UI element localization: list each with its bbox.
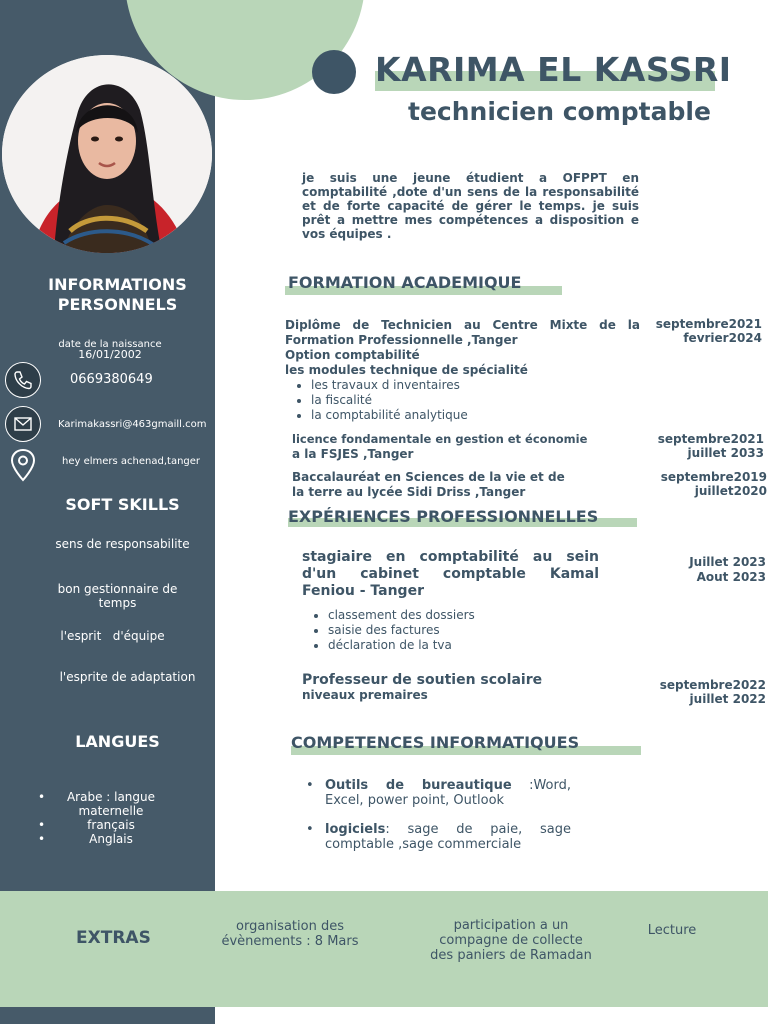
email-address: Karimakassri@463gmaill.com bbox=[58, 419, 207, 430]
computer-skill-detail: : sage de paie, sage comptable ,sage commerciale bbox=[325, 822, 571, 852]
formation-section-title: FORMATION ACADEMIQUE bbox=[288, 273, 522, 292]
extra-item: organisation des évènements : 8 Mars bbox=[221, 919, 359, 949]
computer-skill-item bbox=[306, 778, 571, 808]
soft-skill-item: sens de responsabilite bbox=[55, 537, 190, 551]
formation-line: les modules technique de spécialité bbox=[285, 363, 528, 377]
experience-role: Professeur de soutien scolaire bbox=[302, 672, 543, 688]
soft-skill-item: l'esprite de adaptation bbox=[59, 670, 196, 684]
module-item: • la comptabilité analytique bbox=[311, 408, 640, 423]
formation-date-start: septembre2019 bbox=[660, 470, 767, 484]
formation-line: la terre au lycée Sidi Driss ,Tanger bbox=[292, 485, 526, 499]
formation-date-end: juillet2020 bbox=[694, 484, 767, 498]
bullet-dot: • bbox=[306, 778, 314, 793]
experience-date-start: septembre2022 bbox=[659, 678, 766, 692]
formation-line: licence fondamentale en gestion et économie bbox=[292, 432, 588, 446]
extras-band bbox=[0, 891, 768, 1007]
soft-skill-item: l'esprit d'équipe bbox=[60, 629, 165, 643]
formation-entry bbox=[285, 318, 640, 423]
experience-date-end: Aout 2023 bbox=[696, 570, 766, 584]
formation-line: Option comptabilité bbox=[285, 348, 420, 362]
email-icon-glyph bbox=[6, 407, 40, 441]
bullet-dot: • bbox=[306, 822, 314, 837]
formation-line: Baccalauréat en Sciences de la vie et de bbox=[292, 470, 565, 484]
module-item: • la fiscalité bbox=[311, 393, 640, 408]
experience-line: stagiaire en comptabilité au sein bbox=[302, 549, 599, 565]
info-section-title: INFORMATIONS PERSONNELS bbox=[48, 275, 187, 314]
experience-subtitle: niveaux premaires bbox=[302, 688, 428, 702]
module-list bbox=[285, 378, 640, 423]
formation-entry bbox=[292, 470, 612, 500]
experience-section-title: EXPÉRIENCES PROFESSIONNELLES bbox=[288, 507, 599, 526]
computer-skill-label: logiciels bbox=[325, 822, 386, 837]
email-icon bbox=[5, 406, 41, 442]
profile-photo bbox=[2, 55, 212, 253]
language-name: Anglais bbox=[89, 832, 133, 846]
languages-title: LANGUES bbox=[75, 732, 160, 751]
language-name: Arabe : langue maternelle bbox=[66, 790, 156, 818]
computer-skills-list bbox=[306, 778, 571, 852]
computer-skill-text bbox=[325, 778, 571, 808]
formation-date-end: fevrier2024 bbox=[683, 331, 762, 345]
language-item bbox=[38, 832, 168, 846]
languages-list bbox=[38, 790, 168, 846]
formation-entry bbox=[292, 432, 612, 462]
bullet-dot: • bbox=[38, 790, 46, 804]
intro-paragraph: je suis une jeune étudient a OFPPT en comptabilité ,dote d'un sens de la responsabilité et de forte capacité de gérer le temps. je suis prêt a mettre mes compétences a disposition e vos équipes . bbox=[302, 171, 639, 241]
job-title: technicien comptable bbox=[408, 97, 711, 126]
task-item: • saisie des factures bbox=[328, 623, 599, 638]
task-item: • classement des dossiers bbox=[328, 608, 599, 623]
extra-item: participation a un compagne de collecte des paniers de Ramadan bbox=[430, 918, 592, 963]
birth-date-value: 16/01/2002 bbox=[78, 348, 142, 361]
formation-date-end: juillet 2033 bbox=[687, 446, 764, 460]
extras-title: EXTRAS bbox=[76, 928, 151, 948]
formation-line: a la FSJES ,Tanger bbox=[292, 447, 414, 461]
location-pin-glyph bbox=[8, 447, 38, 483]
experience-entry bbox=[302, 549, 599, 653]
location-pin-icon bbox=[8, 447, 38, 483]
phone-icon bbox=[5, 362, 41, 398]
experience-line: d'un cabinet comptable Kamal bbox=[302, 566, 599, 582]
profile-photo-illustration bbox=[2, 55, 212, 253]
formation-line: Formation Professionnelle ,Tanger bbox=[285, 333, 518, 347]
task-list bbox=[302, 608, 599, 653]
formation-date-start: septembre2021 bbox=[655, 317, 762, 331]
language-item bbox=[38, 818, 168, 832]
computer-skill-detail: :Word, Excel, power point, Outlook bbox=[325, 778, 572, 808]
task-item: • déclaration de la tva bbox=[328, 638, 599, 653]
name-dot-decoration bbox=[312, 50, 356, 94]
computer-section-title: COMPETENCES INFORMATIQUES bbox=[291, 733, 580, 752]
home-address: hey elmers achenad,tanger bbox=[62, 456, 201, 467]
birth-date-label: date de la naissance bbox=[58, 339, 162, 350]
experience-date-end: juillet 2022 bbox=[689, 692, 766, 706]
extra-item: Lecture bbox=[647, 923, 697, 938]
module-item: • les travaux d inventaires bbox=[311, 378, 640, 393]
bullet-dot: • bbox=[38, 832, 46, 846]
computer-skill-item bbox=[306, 822, 571, 852]
computer-skill-text bbox=[325, 822, 571, 852]
language-item bbox=[38, 790, 168, 818]
soft-skills-title: SOFT SKILLS bbox=[65, 495, 180, 514]
formation-date-start: septembre2021 bbox=[657, 432, 764, 446]
experience-date-start: Juillet 2023 bbox=[689, 555, 766, 569]
candidate-name: KARIMA EL KASSRI bbox=[375, 50, 732, 89]
phone-icon-glyph bbox=[6, 363, 40, 397]
formation-line: Diplôme de Technicien au Centre Mixte de la bbox=[285, 318, 640, 332]
language-name: français bbox=[87, 818, 135, 832]
experience-line: Feniou - Tanger bbox=[302, 583, 424, 599]
computer-skill-label: Outils de bureautique bbox=[325, 778, 512, 793]
soft-skill-item: bon gestionnaire de temps bbox=[57, 582, 178, 610]
phone-number: 0669380649 bbox=[70, 372, 153, 387]
bullet-dot: • bbox=[38, 818, 46, 832]
